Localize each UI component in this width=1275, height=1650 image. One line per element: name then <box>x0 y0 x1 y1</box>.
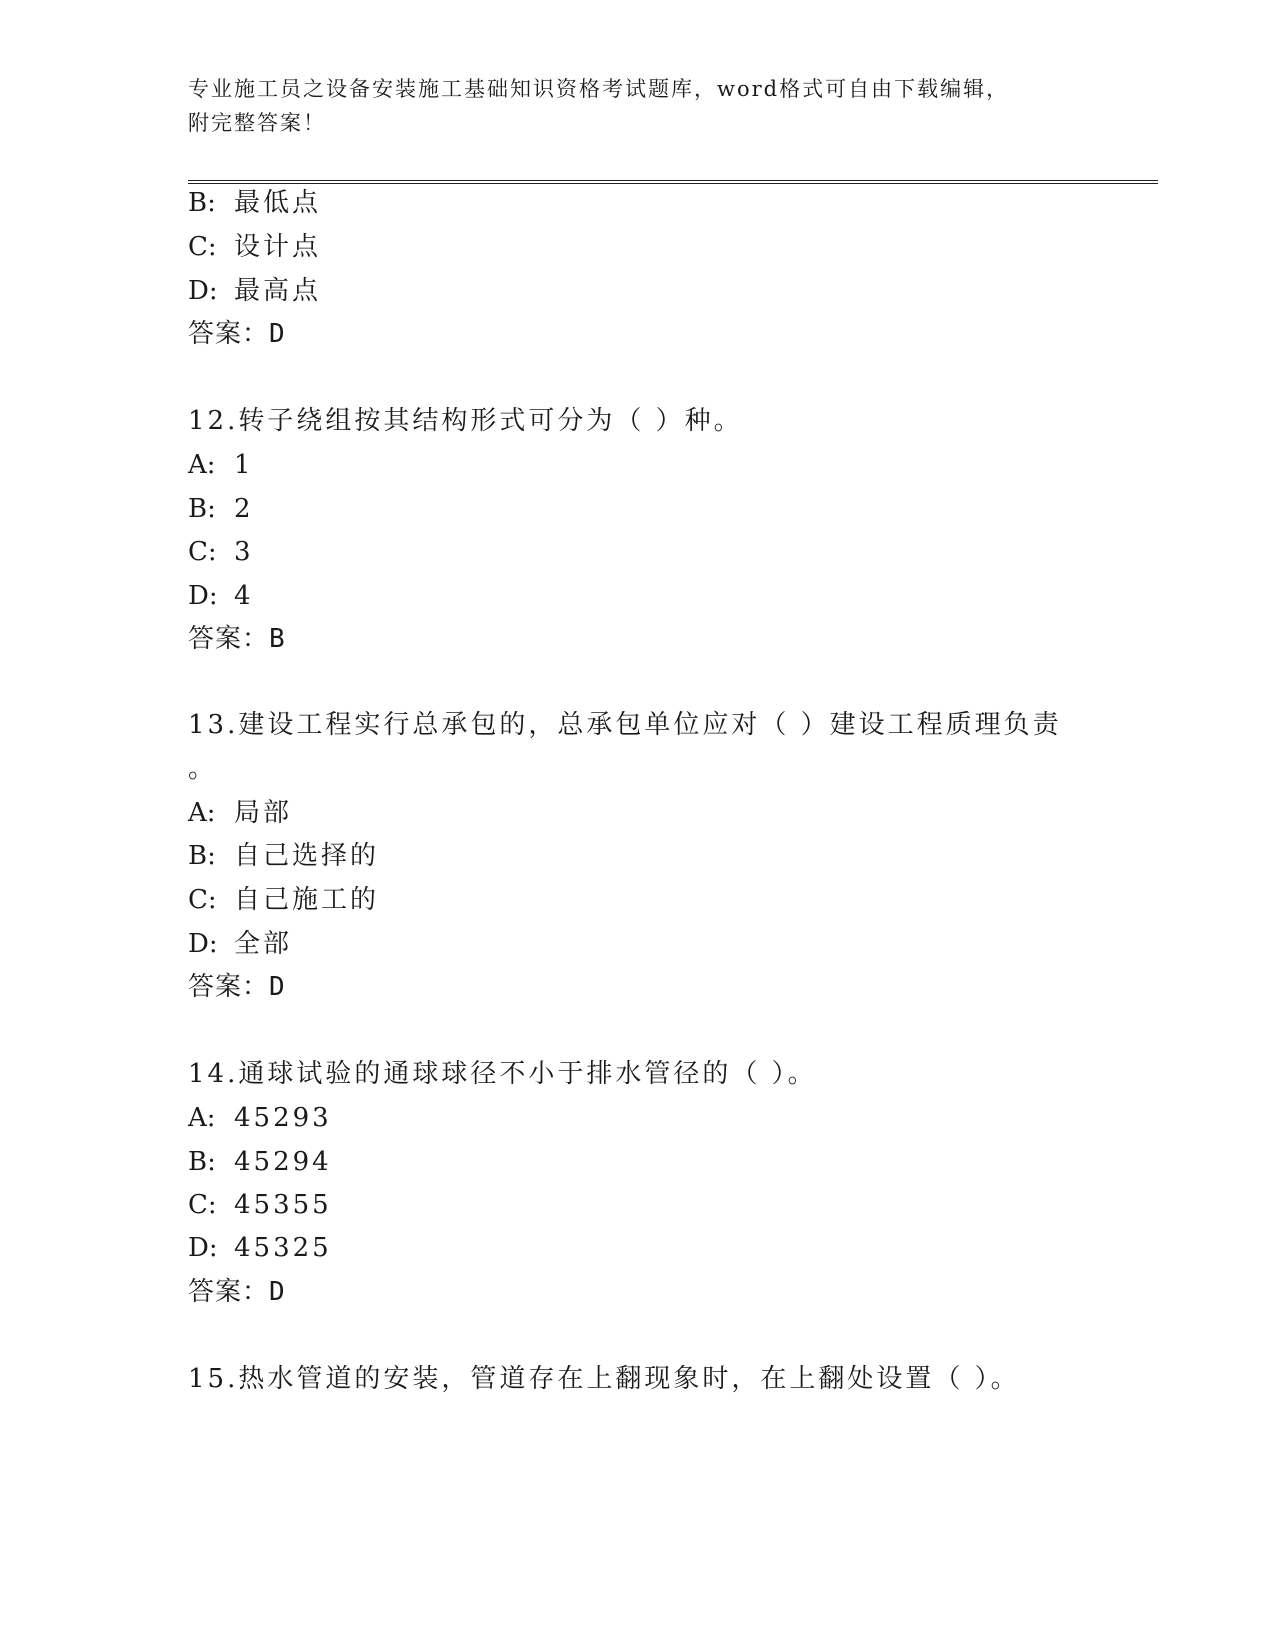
option-letter: C: <box>188 885 217 915</box>
answer-value: D <box>269 319 286 349</box>
option-text: 45294 <box>234 1147 332 1177</box>
option-letter: C: <box>188 232 217 262</box>
option-letter: D: <box>188 276 218 306</box>
question-13-text-continued: 。 <box>188 754 218 784</box>
option-b <box>188 839 379 873</box>
option-text: 自己选择的 <box>234 841 380 871</box>
option-letter: A: <box>188 1103 216 1133</box>
option-c <box>188 883 379 917</box>
option-b <box>188 1145 332 1179</box>
answer-label: 答案： <box>188 1277 270 1307</box>
option-letter: A: <box>188 450 216 480</box>
option-text: 4 <box>234 581 254 611</box>
option-text: 最高点 <box>234 276 322 306</box>
answer-line <box>188 1275 286 1309</box>
option-text: 3 <box>234 537 254 567</box>
header-line-1: 专业施工员之设备安装施工基础知识资格考试题库，word格式可自由下载编辑， <box>188 77 1010 101</box>
option-text: 最低点 <box>234 188 322 218</box>
option-a <box>188 448 254 482</box>
option-letter: A: <box>188 798 216 828</box>
option-letter: D: <box>188 581 218 611</box>
option-letter: C: <box>188 537 217 567</box>
answer-label: 答案： <box>188 624 270 654</box>
option-letter: B: <box>188 1147 216 1177</box>
question-12-text: 12.转子绕组按其结构形式可分为（ ）种。 <box>188 406 743 436</box>
option-d <box>188 927 292 961</box>
header-divider <box>188 180 1158 184</box>
option-letter: B: <box>188 188 216 218</box>
option-a <box>188 796 292 830</box>
option-d <box>188 1231 332 1265</box>
option-text: 设计点 <box>234 232 322 262</box>
answer-value: D <box>269 1277 286 1307</box>
question-13-text: 13.建设工程实行总承包的，总承包单位应对（ ）建设工程质理负责 <box>188 710 1062 740</box>
option-text: 局部 <box>234 798 293 828</box>
header-line-2: 附完整答案！ <box>188 111 326 135</box>
document-header <box>188 72 1088 140</box>
option-letter: B: <box>188 494 216 524</box>
option-letter: D: <box>188 1233 218 1263</box>
option-c <box>188 230 321 264</box>
option-letter: D: <box>188 929 218 959</box>
option-text: 2 <box>234 494 254 524</box>
answer-label: 答案： <box>188 972 270 1002</box>
answer-line <box>188 317 286 351</box>
question-15-text: 15.热水管道的安装，管道存在上翻现象时，在上翻处设置（ ）。 <box>188 1364 1020 1394</box>
option-a <box>188 1101 332 1135</box>
option-text: 45325 <box>234 1233 332 1263</box>
option-d <box>188 274 321 308</box>
option-b <box>188 186 321 220</box>
option-text: 45355 <box>234 1190 332 1220</box>
option-text: 1 <box>234 450 254 480</box>
option-c <box>188 1188 332 1222</box>
answer-label: 答案： <box>188 319 270 349</box>
option-c <box>188 535 254 569</box>
question-14-text: 14.通球试验的通球球径不小于排水管径的（ ）。 <box>188 1059 817 1089</box>
answer-line <box>188 622 286 656</box>
option-letter: B: <box>188 841 216 871</box>
answer-line <box>188 970 286 1004</box>
option-b <box>188 492 254 526</box>
option-text: 自己施工的 <box>234 885 380 915</box>
answer-value: B <box>269 624 286 654</box>
answer-value: D <box>269 972 286 1002</box>
option-text: 全部 <box>234 929 293 959</box>
option-text: 45293 <box>234 1103 332 1133</box>
option-d <box>188 579 254 613</box>
option-letter: C: <box>188 1190 217 1220</box>
